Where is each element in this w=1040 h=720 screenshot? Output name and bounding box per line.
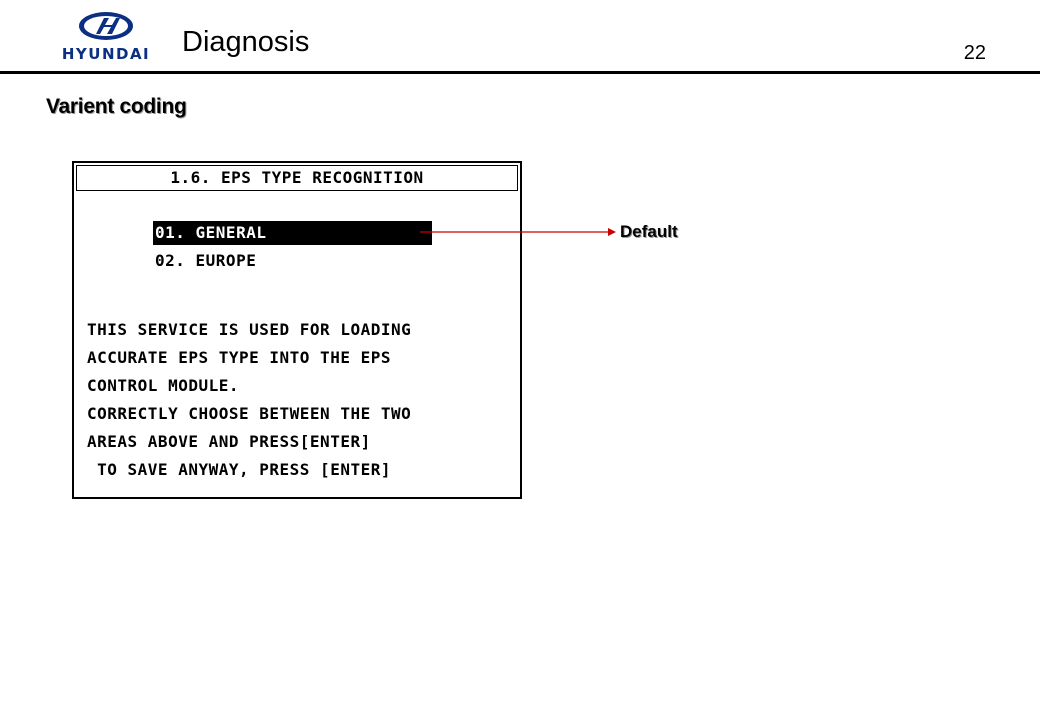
- scan-tool-screen: [72, 161, 522, 499]
- screen-title: 1.6. EPS TYPE RECOGNITION: [76, 165, 518, 191]
- header-divider: [0, 71, 1040, 74]
- info-line: ACCURATE EPS TYPE INTO THE EPS: [87, 348, 391, 367]
- default-callout-label: Default: [620, 222, 678, 241]
- menu-option-europe[interactable]: 02. EUROPE: [155, 251, 257, 270]
- menu-option-general[interactable]: 01. GENERAL: [153, 221, 432, 245]
- hyundai-logo: [52, 8, 160, 64]
- arrow-right-icon: [420, 226, 616, 238]
- section-heading: Varient coding: [46, 95, 187, 118]
- brand-wordmark: HYUNDAI: [61, 45, 151, 63]
- page-title: Diagnosis: [182, 26, 310, 58]
- info-line: THIS SERVICE IS USED FOR LOADING: [87, 320, 412, 339]
- info-line: CONTROL MODULE.: [87, 376, 239, 395]
- info-line: AREAS ABOVE AND PRESS[ENTER]: [87, 432, 371, 451]
- page-number: 22: [963, 42, 986, 64]
- info-line: CORRECTLY CHOOSE BETWEEN THE TWO: [87, 404, 412, 423]
- info-line: TO SAVE ANYWAY, PRESS [ENTER]: [87, 460, 391, 479]
- hyundai-logo-icon: [52, 8, 160, 44]
